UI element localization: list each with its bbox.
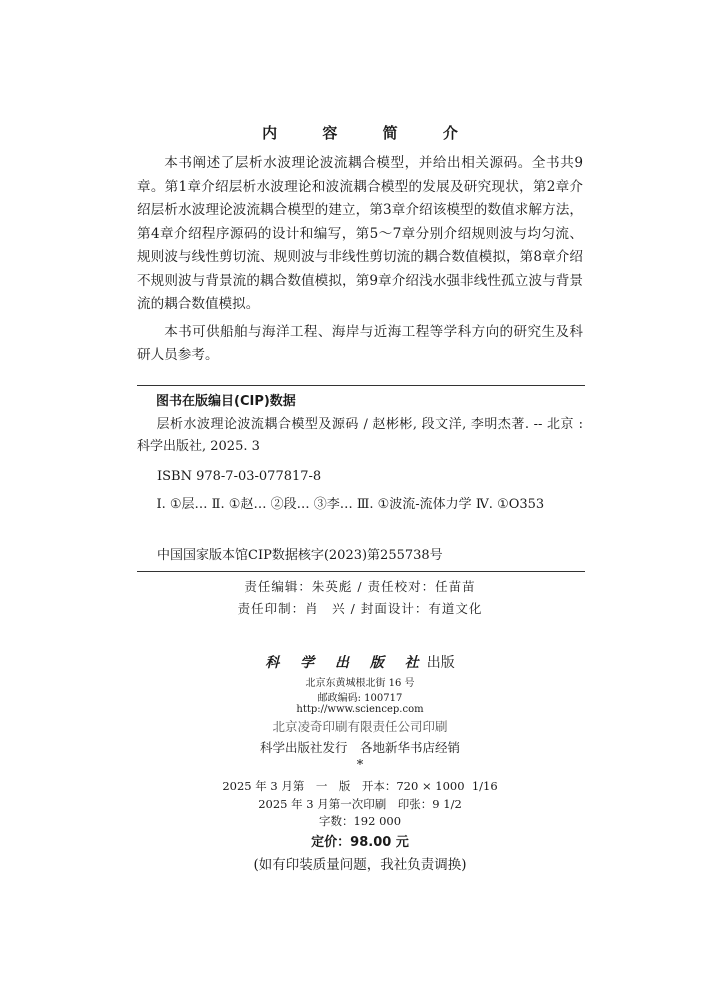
publisher-name — [0, 652, 720, 672]
cip-top-rule — [137, 385, 585, 386]
separator-star: * — [356, 758, 364, 773]
summary-paragraph: 本书可供船舶与海洋工程、海岸与近海工程等学科方向的研究生及科研人员参考。 — [137, 323, 583, 363]
quality-note: (如有印装质量问题，我社负责调换) — [253, 857, 467, 873]
cip-isbn: ISBN 978-7-03-077817-8 — [157, 469, 322, 484]
cip-subjects: Ⅰ. ①层… Ⅱ. ①赵… ②段… ③李… Ⅲ. ①波流-流体力学 Ⅳ. ①O353 — [156, 497, 545, 512]
cip-book-entry: 层析水波理论波流耦合模型及源码 / 赵彬彬, 段文洋, 李明杰著. -- 北京 : 科学出版社, 2025. 3 — [137, 417, 583, 454]
content-summary-title: 内 容 简 介 — [262, 124, 478, 142]
price: 定价：98.00 元 — [311, 835, 409, 850]
word-count: 字数：192 000 — [318, 814, 402, 828]
publisher-website: http://www.sciencep.com — [296, 704, 424, 715]
staff-editors: 责任编辑：朱英彪 / 责任校对：任苗苗 — [244, 579, 476, 594]
cip-bottom-rule — [137, 571, 585, 572]
staff-production: 责任印制：肖 兴 / 封面设计：有道文化 — [237, 601, 483, 616]
summary-paragraph: 本书阐述了层析水波理论波流耦合模型，并给出相关源码。全书共9章。第1章介绍层析水波理论和波流耦合模型的发展及研究现状，第2章介绍层析水波理论波流耦合模型的建立，第3章介绍该模型的数值求解方法，第4章介绍程序源码的设计和编写，第5～7章分别介绍规则波与均匀流、规则波与线性剪切流、规则波与非线性剪切流的耦合数值模拟，第8章介绍不规则波与背景流的耦合数值模拟，第9章介绍浅水强非线性孤立波与背景流的耦合数值模拟。 — [137, 155, 583, 312]
printing-line: 2025 年 3 月第一次印刷 印张：9 1/2 — [258, 797, 462, 811]
cip-title: 图书在版编目(CIP)数据 — [156, 394, 296, 409]
publisher-postcode: 邮政编码: 100717 — [317, 693, 403, 704]
distribution-info: 科学出版社发行 各地新华书店经销 — [259, 740, 460, 755]
publisher-address: 北京东黄城根北街 16 号 — [305, 678, 415, 689]
cip-number: 中国国家版本馆CIP数据核字(2023)第255738号 — [157, 548, 443, 563]
content-summary-body — [137, 152, 583, 368]
publisher-suffix: 出版 — [426, 655, 455, 671]
publisher-logo-text: 科 学 出 版 社 — [265, 655, 427, 671]
printer-name: 北京凌奇印刷有限责任公司印刷 — [272, 719, 448, 734]
edition-line: 2025 年 3 月第 一 版 开本：720 × 1000 1/16 — [222, 779, 498, 793]
